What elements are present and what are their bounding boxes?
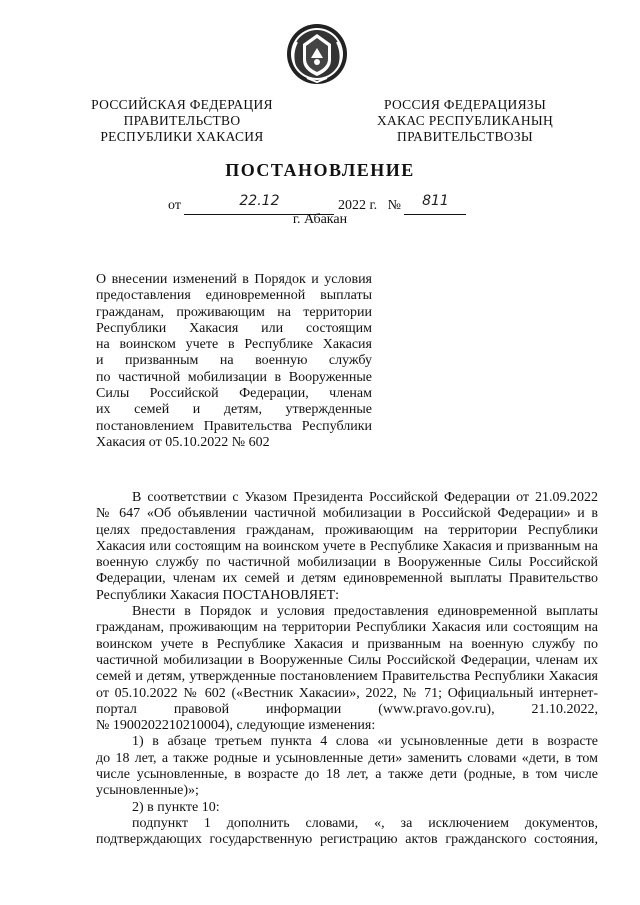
subject-line: Силы Российской Федерации, членам xyxy=(96,386,372,402)
subject-line: предоставления единовременной выплаты xyxy=(96,288,372,304)
body-line: № 1900202210210004), следующие изменения: xyxy=(96,718,376,734)
body-line: Федерации, членам их семей и детям единовременной выплаты Правительство xyxy=(96,571,598,587)
body-line: В соответствии с Указом Президента Российской Федерации от 21.09.2022 xyxy=(132,490,598,505)
subject-line: и призванным на военную службу xyxy=(96,353,372,369)
header-right-line: ХАКАС РЕСПУБЛИКАНЫҢ xyxy=(376,113,554,128)
from-label: от xyxy=(168,198,181,213)
body-line: до 18 лет, а также родные и усыновленные дети» заменить словами «дети, в том xyxy=(96,750,598,766)
subject-line: О внесении изменений в Порядок и условия xyxy=(96,272,372,287)
subject-line: их семей и детям, утвержденные xyxy=(96,402,372,418)
body-line: № 647 «Об объявлении частичной мобилизации в Российской Федерации» и в xyxy=(96,506,598,522)
body-line: частичной мобилизации в Вооруженные Силы Российской Федерации, членам их xyxy=(96,652,598,668)
number-label: № xyxy=(387,198,401,213)
subject-line: Хакасия от 05.10.2022 № 602 xyxy=(96,434,270,450)
header-right xyxy=(365,97,565,145)
subject-block xyxy=(96,272,372,451)
handwritten-date: 22.12 xyxy=(239,193,280,209)
subject-line: гражданам, проживающим на территории xyxy=(96,304,372,320)
body-line: воинском учете в Республике Хакасия и призванным на военную службу по xyxy=(96,636,598,652)
body-line: 1) в абзаце третьем пункта 4 слова «и усыновленные дети в возрасте xyxy=(132,734,598,750)
header-left xyxy=(82,97,282,145)
body-line: числе усыновленные, в возрасте до 18 лет, а также дети (родные, в том числе xyxy=(96,767,598,783)
body-line: целях предоставления гражданам, проживающим на территории Республики xyxy=(96,522,598,538)
body-line: усыновленные)»; xyxy=(96,783,199,799)
header-left-line: РЕСПУБЛИКИ ХАКАСИЯ xyxy=(100,129,264,144)
body-line: военную службу по частичной мобилизации в Вооруженные Силы Российской xyxy=(96,555,598,571)
subject-line: Республики Хакасия или состоящим xyxy=(96,320,372,336)
body-text xyxy=(96,490,598,849)
handwritten-number: 811 xyxy=(422,193,449,209)
header-right-line: РОССИЯ ФЕДЕРАЦИЯЗЫ xyxy=(383,97,547,112)
body-line: семей и детям, утвержденные постановлением Правительства Республики Хакасия xyxy=(96,669,598,685)
body-line: Внести в Порядок и условия предоставления единовременной выплаты xyxy=(132,604,598,620)
body-line: портал правовой информации (www.pravo.gov.ru), 21.10.2022, xyxy=(96,701,598,717)
body-line: подтверждающих государственную регистрацию актов гражданского состояния, xyxy=(96,832,598,848)
subject-line: по частичной мобилизации в Вооруженные xyxy=(96,369,372,385)
header-right-line: ПРАВИТЕЛЬСТВОЗЫ xyxy=(397,129,533,144)
header-left-line: ПРАВИТЕЛЬСТВО xyxy=(123,113,241,128)
coat-of-arms-emblem xyxy=(285,22,349,86)
body-line: 2) в пункте 10: xyxy=(132,799,220,815)
header-left-line: РОССИЙСКАЯ ФЕДЕРАЦИЯ xyxy=(91,97,273,112)
year-label: 2022 г. xyxy=(337,198,378,213)
city-label: г. Абакан xyxy=(292,212,348,227)
subject-line: на воинском учете в Республике Хакасия xyxy=(96,337,372,353)
document-title: ПОСТАНОВЛЕНИЕ xyxy=(225,160,415,180)
body-line: Хакасия или состоящим на воинском учете в Республике Хакасия и призванным на xyxy=(96,538,598,554)
subject-line: постановлением Правительства Республики xyxy=(96,418,372,434)
body-line: подпункт 1 дополнить словами, «, за исключением документов, xyxy=(132,815,598,831)
body-line: Республики Хакасия ПОСТАНОВЛЯЕТ: xyxy=(96,587,340,603)
body-line: от 05.10.2022 № 602 («Вестник Хакасии», 2022, № 71; Официальный интернет- xyxy=(96,685,598,701)
body-line: гражданам, проживающим на территории Республики Хакасия или состоящим на xyxy=(96,620,598,636)
